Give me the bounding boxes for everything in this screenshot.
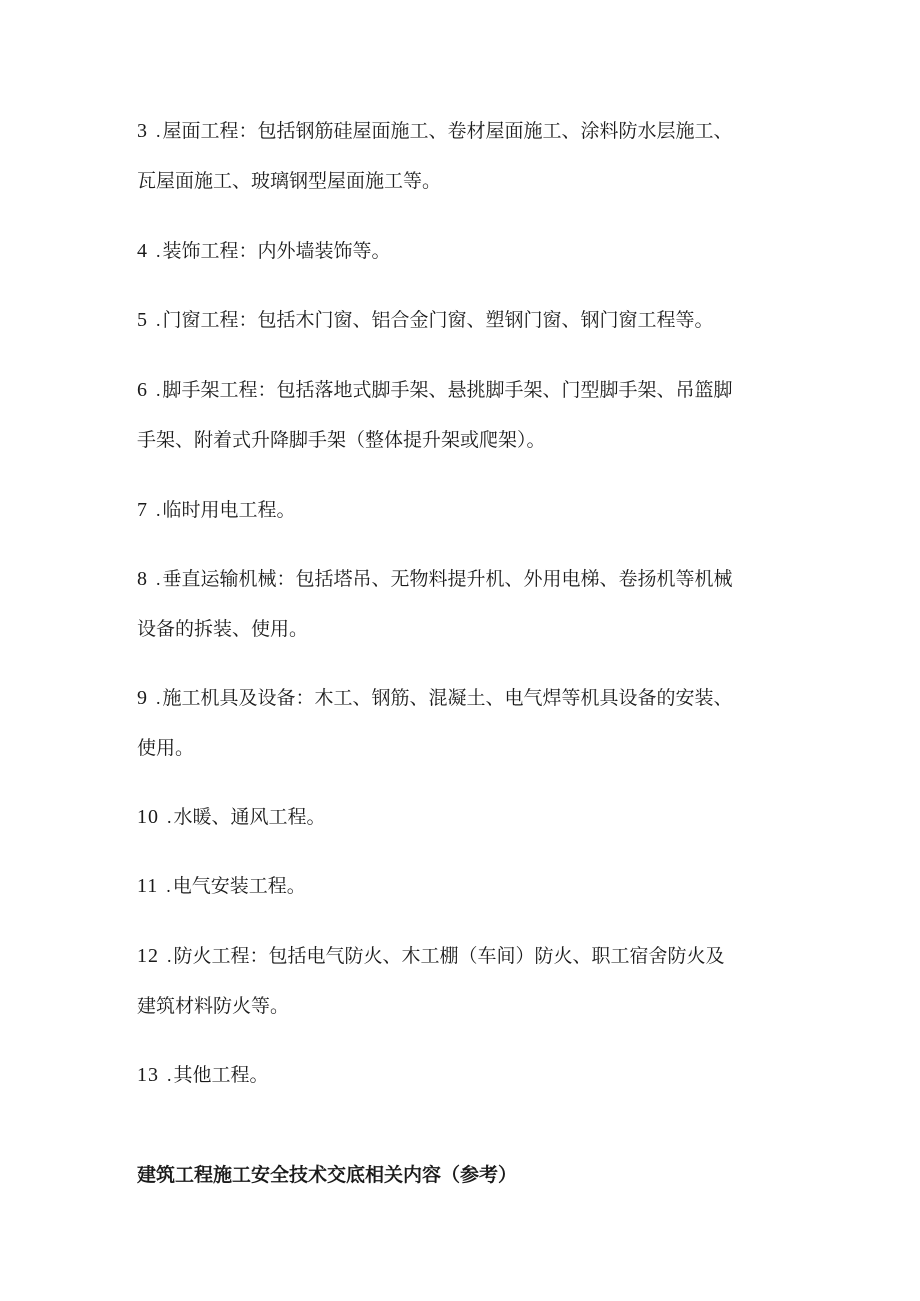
item-number: 9 bbox=[137, 687, 148, 709]
list-item-13 bbox=[137, 1050, 797, 1100]
item-number: 11 bbox=[137, 875, 159, 897]
list-item-line bbox=[137, 226, 797, 276]
list-item-line bbox=[137, 1050, 797, 1100]
list-item-6 bbox=[137, 365, 797, 465]
item-separator: . bbox=[167, 807, 172, 827]
list-item-9 bbox=[137, 673, 797, 773]
list-item-line bbox=[137, 106, 797, 156]
item-separator: . bbox=[156, 380, 161, 400]
item-text: 水暖、通风工程。 bbox=[173, 806, 326, 828]
list-item-line bbox=[137, 931, 797, 981]
item-separator: . bbox=[156, 121, 161, 141]
item-separator: . bbox=[167, 1065, 172, 1085]
list-item-line: 建筑材料防火等。 bbox=[137, 995, 290, 1017]
list-item-line bbox=[137, 792, 797, 842]
list-item-11 bbox=[137, 861, 797, 911]
list-item-4 bbox=[137, 226, 797, 276]
item-text: 屋面工程：包括钢筋硅屋面施工、卷材屋面施工、涂料防水层施工、 bbox=[162, 120, 733, 142]
list-item-line bbox=[137, 673, 797, 723]
list-item-8 bbox=[137, 554, 797, 654]
list-item-10 bbox=[137, 792, 797, 842]
list-item-line: 瓦屋面施工、玻璃钢型屋面施工等。 bbox=[137, 170, 442, 192]
section-heading: 建筑工程施工安全技术交底相关内容（参考） bbox=[137, 1164, 518, 1186]
item-separator: . bbox=[167, 946, 172, 966]
item-number: 12 bbox=[137, 945, 159, 967]
item-number: 4 bbox=[137, 240, 148, 262]
list-item-3 bbox=[137, 106, 797, 206]
list-item-line bbox=[137, 861, 797, 911]
item-number: 13 bbox=[137, 1064, 159, 1086]
item-text: 垂直运输机械：包括塔吊、无物料提升机、外用电梯、卷扬机等机械 bbox=[162, 568, 733, 590]
item-number: 5 bbox=[137, 309, 148, 331]
item-number: 10 bbox=[137, 806, 159, 828]
item-number: 6 bbox=[137, 379, 148, 401]
item-separator: . bbox=[156, 688, 161, 708]
item-text: 电气安装工程。 bbox=[172, 875, 306, 897]
item-text: 脚手架工程：包括落地式脚手架、悬挑脚手架、门型脚手架、吊篮脚 bbox=[162, 379, 733, 401]
item-text: 施工机具及设备：木工、钢筋、混凝土、电气焊等机具设备的安装、 bbox=[162, 687, 733, 709]
item-number: 8 bbox=[137, 568, 148, 590]
item-separator: . bbox=[156, 569, 161, 589]
list-item-line: 手架、附着式升降脚手架（整体提升架或爬架）。 bbox=[137, 429, 546, 451]
item-text: 装饰工程：内外墙装饰等。 bbox=[162, 240, 391, 262]
item-number: 7 bbox=[137, 499, 148, 521]
item-number: 3 bbox=[137, 120, 148, 142]
item-text: 其他工程。 bbox=[173, 1064, 269, 1086]
list-item-5 bbox=[137, 295, 797, 345]
list-item-line bbox=[137, 295, 797, 345]
list-item-line bbox=[137, 485, 797, 535]
item-separator: . bbox=[166, 876, 171, 896]
item-separator: . bbox=[156, 241, 161, 261]
list-item-line bbox=[137, 365, 797, 415]
item-separator: . bbox=[156, 500, 161, 520]
item-text: 防火工程：包括电气防火、木工棚（车间）防火、职工宿舍防火及 bbox=[173, 945, 725, 967]
list-item-7 bbox=[137, 485, 797, 535]
item-text: 临时用电工程。 bbox=[162, 499, 296, 521]
list-item-line bbox=[137, 554, 797, 604]
list-item-line: 使用。 bbox=[137, 737, 195, 759]
list-item-12 bbox=[137, 931, 797, 1031]
item-separator: . bbox=[156, 310, 161, 330]
list-item-line: 设备的拆装、使用。 bbox=[137, 618, 309, 640]
item-text: 门窗工程：包括木门窗、铝合金门窗、塑钢门窗、钢门窗工程等。 bbox=[162, 309, 714, 331]
